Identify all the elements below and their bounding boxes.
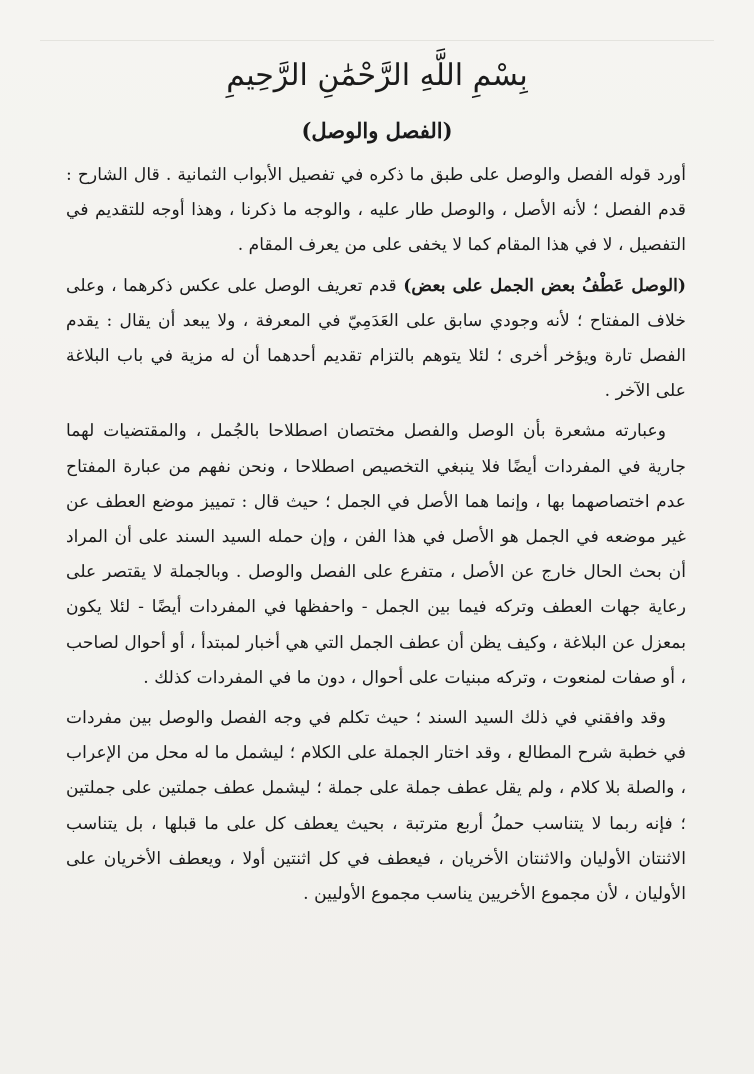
body-text [66, 158, 686, 917]
paragraph-2-heading: (الوصل عَطْفُ بعض الجمل على بعض) [403, 275, 686, 296]
paragraph-4 [66, 701, 686, 912]
paragraph-2 [66, 269, 686, 410]
paragraph-3 [66, 414, 686, 696]
paragraph-3-text: وعبارته مشعرة بأن الوصل والفصل مختصان اصطلاحا بالجُمل ، والمقتضيات لهما جارية في المفردات أيضًا فلا ينبغي التخصيص اصطلاحا ، ونحن نفهم من عبارة المفتاح عدم اختصاصهما بها ، وإنما هما الأصل في الجمل ؛ حيث قال : تمييز موضع العطف عن غير موضعه في الجمل هو الأصل في هذا الفن ، وإن حمله السيد السند على أن المراد أن بحث الحال خارج عن الأصل ، متفرع على الفصل والوصل . وبالجملة لا يقتصر على رعاية جهات العطف وتركه فيما بين الجمل - واحفظها في المفردات أيضًا - لئلا يكون بمعزل عن البلاغة ، وكيف يظن أن عطف الجمل التي هي أخبار لمبتدأ ، أو أحوال لصاحب ، أو صفات لمنعوت ، وتركه مبنيات على أحوال ، دون ما في المفردات كذلك . [66, 421, 686, 688]
paragraph-1-text: أورد قوله الفصل والوصل على طبق ما ذكره في تفصيل الأبواب الثمانية . قال الشارح : قدم الفصل ؛ لأنه الأصل ، والوصل طار عليه ، والوجه ما ذكرنا ، وهذا أوجه للتقديم في التفصيل ، لا في هذا المقام كما لا يخفى على من يعرف المقام . [66, 165, 686, 256]
paragraph-2-text: قدم تعريف الوصل على عكس ذكرهما ، وعلى خلاف المفتاح ؛ لأنه وجودي سابق على العَدَمِيّ في المعرفة ، ولا يبعد أن يقال : يقدم الفصل تارة ويؤخر أخرى ؛ لئلا يتوهم بالتزام تقديم أحدهما أن له مزية في باب البلاغة على الآخر . [66, 275, 686, 402]
paragraph-1 [66, 158, 686, 264]
paragraph-4-text: وقد وافقني في ذلك السيد السند ؛ حيث تكلم في وجه الفصل والوصل بين مفردات في خطبة شرح المطالع ، وقد اختار الجملة على الكلام ؛ ليشمل ما له محل من الإعراب ، والصلة بلا كلام ، ولم يقل عطف جملة على جملة ؛ ليشمل عطف جملتين على جملتين ؛ فإنه ربما لا يتناسب حملُ أربع مترتبة ، بحيث يعطف كل على ما قبلها ، بل يتناسب الاثنتان الأوليان والاثنتان الأخريان ، فيعطف في كل اثنتين أولا ، ويعطف الأخريان على الأوليان ، لأن مجموع الأخريين يناسب مجموع الأوليين . [66, 708, 686, 905]
section-title: (الفصل والوصل) [301, 118, 453, 143]
header-rule [40, 40, 714, 49]
basmala-heading: بِسْمِ اللَّهِ الرَّحْمَٰنِ الرَّحِيمِ [226, 58, 528, 93]
